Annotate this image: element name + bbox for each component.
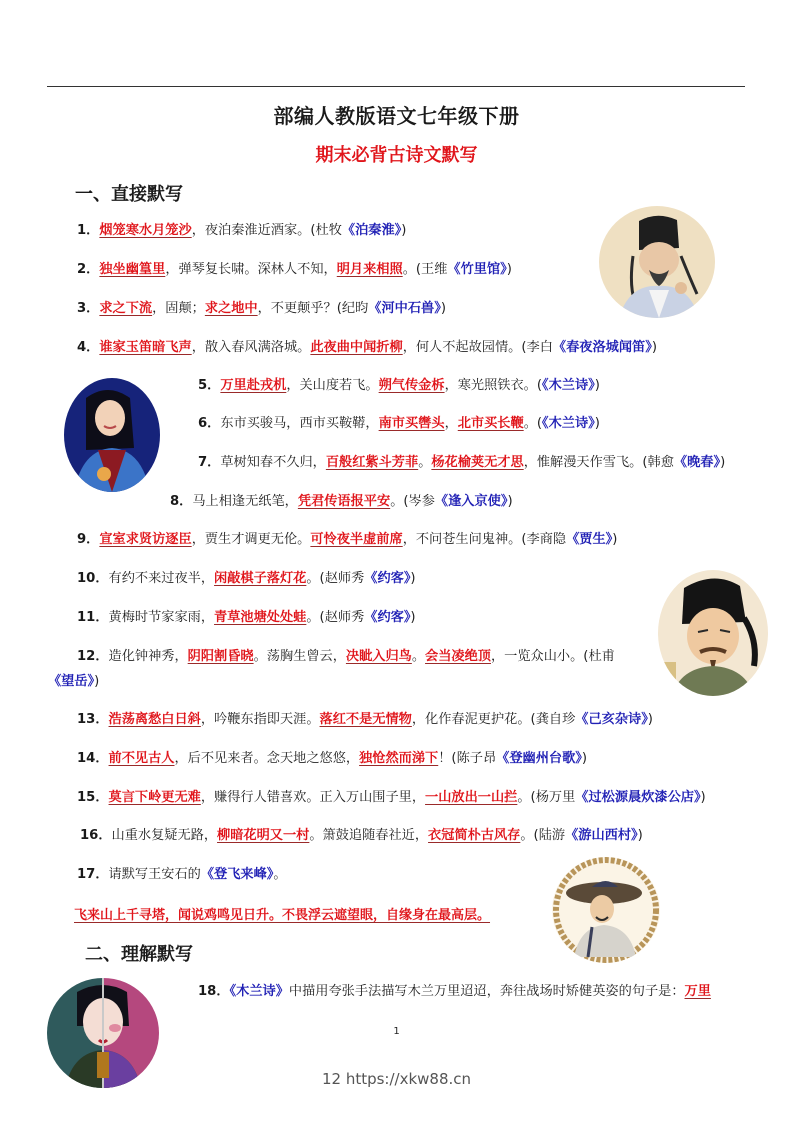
answer-blank: 会当凌绝顶 <box>425 649 491 664</box>
answer-blank: 前不见古人 <box>108 751 175 766</box>
prompt-text: 山重水复疑无路， <box>111 828 218 843</box>
prompt-text: 东市买骏马，西市买鞍鞯， <box>220 416 379 431</box>
section-heading-understanding: 二、理解默写 <box>85 944 193 965</box>
prompt-text: ，赚得行人错喜欢。正入万山围子里， <box>200 790 426 805</box>
work-title: 《登飞来峰》 <box>200 867 274 882</box>
prompt-text: ) <box>507 494 513 509</box>
item-3 <box>77 299 446 319</box>
prompt-text: 。(陆游 <box>520 828 566 843</box>
prompt-text: ，惟解漫天作雪飞。(韩愈 <box>523 455 674 470</box>
item-6 <box>198 414 600 434</box>
answer-blank: 朔气传金柝 <box>378 378 445 393</box>
prompt-text: 黄梅时节家家雨， <box>108 610 215 625</box>
poet-portrait-du-mu-icon <box>599 206 715 318</box>
document-subtitle: 期末必背古诗文默写 <box>315 145 478 166</box>
prompt-text: ) <box>94 674 100 689</box>
work-title: 《贾生》 <box>566 532 613 547</box>
answer-blank: 求之下流 <box>99 301 153 316</box>
answer-blank: 北市买长鞭 <box>457 416 524 431</box>
answer-blank: 南市买辔头 <box>378 416 445 431</box>
prompt-text: ，固颠； <box>152 301 205 316</box>
item-number: 11． <box>77 610 109 625</box>
item-number: 1． <box>77 223 100 238</box>
item-number: 14． <box>77 751 109 766</box>
answer-blank: 杨花榆荚无才思 <box>431 455 524 470</box>
prompt-text: ) <box>581 751 588 766</box>
item-4 <box>77 338 657 358</box>
prompt-text: 马上相逢无纸笔， <box>192 494 298 509</box>
prompt-text: ) <box>720 455 726 470</box>
item-number: 8． <box>170 494 193 509</box>
item-16 <box>80 826 643 846</box>
item-number: 12． <box>77 649 109 664</box>
prompt-text: ) <box>647 712 653 727</box>
item-7 <box>198 453 725 473</box>
item-number: 15． <box>77 790 109 805</box>
poet-portrait-li-bai-icon <box>658 570 768 696</box>
prompt-text: 中描用夸张手法描写木兰万里迢迢，奔往战场时矫健英姿的句子是： <box>288 984 685 999</box>
prompt-text: ) <box>594 416 600 431</box>
work-title: 《晚春》 <box>673 455 721 470</box>
prompt-text: ，一览众山小。(杜甫 <box>490 649 615 664</box>
work-title: 《春夜洛城闻笛》 <box>552 340 652 355</box>
prompt-text: ) <box>637 828 643 843</box>
prompt-text: ， <box>444 416 458 431</box>
prompt-text: ) <box>651 340 657 355</box>
item-18 <box>198 982 711 1002</box>
answer-blank: 万里 <box>684 984 711 999</box>
work-title: 《木兰诗》 <box>542 416 595 431</box>
prompt-text: 。( <box>523 416 543 431</box>
work-title: 《望岳》 <box>48 674 95 689</box>
item-13 <box>77 710 653 730</box>
answer-blank: 一山放出一山拦 <box>425 790 518 805</box>
work-title: 《约客》 <box>364 610 411 625</box>
prompt-text: ，弹琴复长啸。深林人不知， <box>165 262 337 277</box>
answer-blank: 独怆然而涕下 <box>359 751 439 766</box>
answer-blank: 青草池塘处处蛙 <box>214 610 307 625</box>
item-number: 16． <box>80 828 112 843</box>
item-12 <box>77 647 615 667</box>
prompt-text: 。荡胸生曾云， <box>253 649 346 664</box>
prompt-text: ，寒光照铁衣。( <box>444 378 543 393</box>
answer-blank: 求之地中 <box>204 301 258 316</box>
answer-blank: 凭君传语报平安 <box>297 494 391 509</box>
answer-blank: 万里赴戎机 <box>220 378 287 393</box>
item-5 <box>198 376 600 396</box>
item-number: 18． <box>198 984 230 999</box>
prompt-text: ) <box>401 223 407 238</box>
answer-blank: 宣室求贤访逐臣 <box>99 532 192 547</box>
page-number: 1 <box>393 1026 400 1037</box>
prompt-text: 有约不来过夜半， <box>108 571 215 586</box>
prompt-text: 。(杨万里 <box>517 790 576 805</box>
prompt-text: 。(赵师秀 <box>306 610 365 625</box>
work-title: 《登幽州台歌》 <box>496 751 582 766</box>
item-number: 9． <box>77 532 100 547</box>
section-heading-direct: 一、直接默写 <box>75 184 183 205</box>
prompt-text: ) <box>612 532 618 547</box>
work-title: 《游山西村》 <box>565 828 638 843</box>
prompt-text: ) <box>410 610 416 625</box>
poet-portrait-wang-anshi-icon <box>552 857 660 963</box>
item-17-answer: 飞来山上千寻塔，闻说鸡鸣见日升。不畏浮云遮望眼，自缘身在最高层。 <box>74 908 491 923</box>
item-12-continuation <box>48 672 99 692</box>
work-title: 《逢入京使》 <box>434 494 508 509</box>
prompt-text: ) <box>410 571 416 586</box>
answer-blank: 可怜夜半虚前席 <box>310 532 403 547</box>
item-number: 6． <box>198 416 221 431</box>
answer-blank: 柳暗花明又一村 <box>217 828 310 843</box>
item-number: 2． <box>77 262 100 277</box>
answer-blank: 明月来相照 <box>336 262 403 277</box>
item-number: 10． <box>77 571 109 586</box>
prompt-text: ) <box>506 262 512 277</box>
work-title: 《木兰诗》 <box>229 984 289 999</box>
item-9 <box>77 530 617 550</box>
answer-blank: 此夜曲中闻折柳 <box>310 340 403 355</box>
item-14 <box>77 749 587 769</box>
prompt-text: ) <box>594 378 600 393</box>
item-8 <box>170 492 513 512</box>
item-number: 7． <box>198 455 221 470</box>
answer-blank: 决眦入归鸟 <box>345 649 412 664</box>
answer-blank: 落红不是无情物 <box>319 712 412 727</box>
item-17 <box>77 865 287 885</box>
prompt-text: 造化钟神秀， <box>108 649 188 664</box>
document-title: 部编人教版语文七年级下册 <box>273 104 520 128</box>
item-10 <box>77 569 416 589</box>
prompt-text: ，后不见来者。念天地之悠悠， <box>174 751 360 766</box>
prompt-text: ) <box>440 301 446 316</box>
mulan-portrait-icon <box>64 378 160 492</box>
prompt-text: 。箫鼓追随春社近， <box>309 828 429 843</box>
work-title: 《泊秦淮》 <box>341 223 402 238</box>
answer-blank: 阴阳割昏晓 <box>187 649 254 664</box>
prompt-text: 。 <box>411 649 426 664</box>
prompt-text: 。(赵师秀 <box>306 571 365 586</box>
item-11 <box>77 608 416 628</box>
prompt-text: 。 <box>418 455 432 470</box>
prompt-text: 。(岑参 <box>390 494 435 509</box>
item-number: 17． <box>77 867 109 882</box>
prompt-text: ，贾生才调更无伦。 <box>191 532 311 547</box>
prompt-text: ，吟鞭东指即天涯。 <box>200 712 320 727</box>
answer-blank: 莫言下岭更无难 <box>108 790 201 805</box>
answer-blank: 闲敲棋子落灯花 <box>214 571 307 586</box>
item-number: 4． <box>77 340 100 355</box>
work-title: 《约客》 <box>364 571 411 586</box>
prompt-text: ，关山度若飞。 <box>286 378 379 393</box>
item-1 <box>77 221 406 241</box>
work-title: 《河中石兽》 <box>368 301 441 316</box>
answer-blank: 谁家玉笛暗飞声 <box>99 340 192 355</box>
prompt-text: ，散入春风满洛城。 <box>191 340 311 355</box>
prompt-text: 请默写王安石的 <box>108 867 201 882</box>
prompt-text: ！(陈子昂 <box>438 751 497 766</box>
work-title: 《竹里馆》 <box>447 262 507 277</box>
prompt-text: ，化作春泥更护花。(龚自珍 <box>411 712 576 727</box>
prompt-text: ，夜泊秦淮近酒家。(杜牧 <box>191 223 342 238</box>
work-title: 《过松源晨炊漆公店》 <box>575 790 701 805</box>
answer-blank: 浩荡离愁白日斜 <box>108 712 201 727</box>
answer-blank: 衣冠简朴古风存 <box>428 828 521 843</box>
watermark-url: 12 https://xkw88.cn <box>321 1070 472 1088</box>
prompt-text: 。(王维 <box>402 262 448 277</box>
answer-blank: 烟笼寒水月笼沙 <box>99 223 192 238</box>
prompt-text: ，不问苍生问鬼神。(李商隐 <box>402 532 567 547</box>
item-number: 5． <box>198 378 221 393</box>
item-number: 3． <box>77 301 100 316</box>
prompt-text: 草树知春不久归， <box>220 455 326 470</box>
prompt-text: ，何人不起故园情。(李白 <box>402 340 553 355</box>
prompt-text: ) <box>700 790 706 805</box>
work-title: 《己亥杂诗》 <box>575 712 648 727</box>
prompt-text: ，不更颠乎？(纪昀 <box>257 301 369 316</box>
item-15 <box>77 788 706 808</box>
prompt-text: 。 <box>273 867 287 882</box>
answer-blank: 百般红紫斗芳菲 <box>325 455 419 470</box>
answer-blank: 独坐幽篁里 <box>99 262 166 277</box>
item-2 <box>77 260 512 280</box>
header-rule <box>47 86 745 87</box>
item-number: 13． <box>77 712 109 727</box>
work-title: 《木兰诗》 <box>542 378 595 393</box>
